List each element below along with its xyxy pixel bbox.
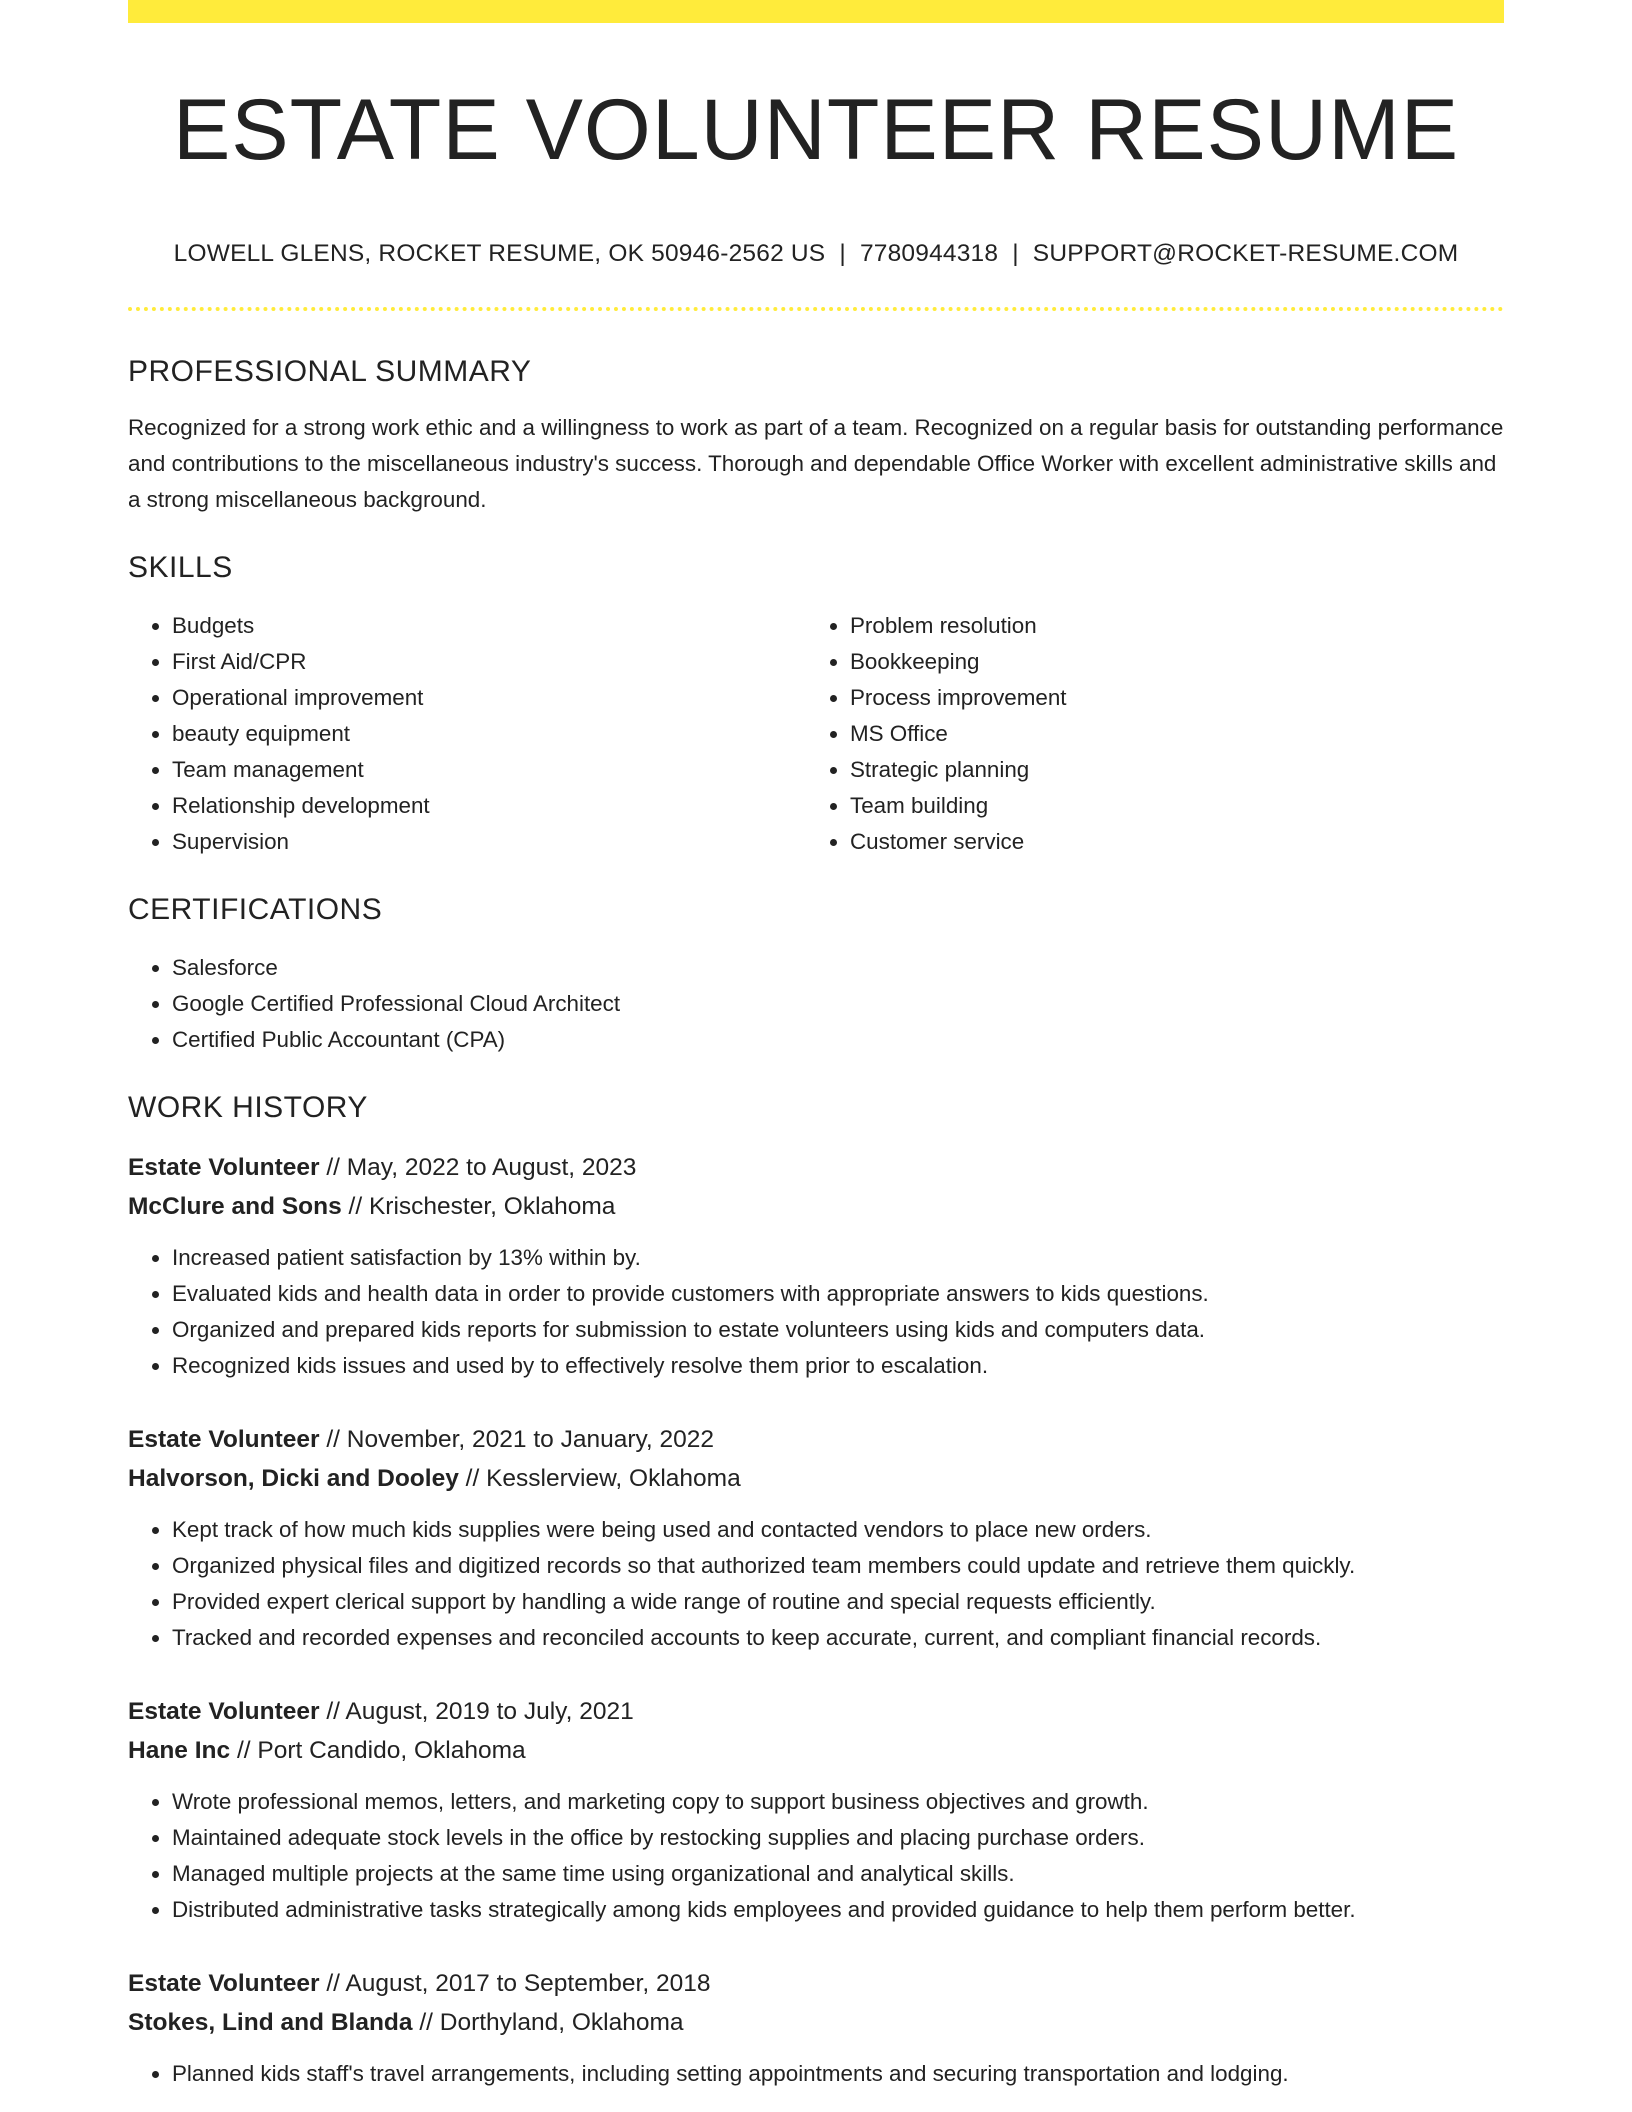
job-bullet: • Organized physical files and digitized records so that authorized team members could update and retrieve them quickly.: [172, 1548, 1504, 1584]
section-heading-certifications: CERTIFICATIONS: [128, 893, 383, 926]
job-company-line: [128, 1187, 1504, 1226]
skill-item: • Team building: [850, 788, 1484, 824]
job-bullets: [128, 1240, 1504, 1384]
job-entry: [128, 1964, 1504, 2092]
job-title: Estate Volunteer: [128, 1698, 320, 1725]
job-bullets: [128, 2056, 1504, 2092]
skill-item: • Team management: [172, 752, 806, 788]
job-title: Estate Volunteer: [128, 1970, 320, 1997]
skills-section: [128, 544, 1504, 860]
skill-item: • Relationship development: [172, 788, 806, 824]
job-dates: // August, 2019 to July, 2021: [326, 1698, 634, 1725]
skills-list-left: [128, 608, 806, 860]
certifications-list: [128, 950, 1504, 1058]
skill-item: • Operational improvement: [172, 680, 806, 716]
job-bullets: [128, 1784, 1504, 1928]
job-entry: [128, 1692, 1504, 1928]
job-dates: // November, 2021 to January, 2022: [326, 1426, 715, 1453]
work-history-section: [128, 1084, 1504, 2092]
job-title-line: [128, 1148, 1504, 1187]
skill-item: • MS Office: [850, 716, 1484, 752]
job-company: Hane Inc: [128, 1737, 231, 1764]
job-bullets: [128, 1512, 1504, 1656]
job-company: Stokes, Lind and Blanda: [128, 2009, 413, 2036]
job-entry: [128, 1420, 1504, 1656]
section-heading-work-history: WORK HISTORY: [128, 1091, 368, 1124]
job-title-line: [128, 1692, 1504, 1731]
job-company-line: [128, 1459, 1504, 1498]
certification-item: • Google Certified Professional Cloud Architect: [172, 986, 1504, 1022]
job-company: Halvorson, Dicki and Dooley: [128, 1465, 459, 1492]
job-bullet: • Organized and prepared kids reports for submission to estate volunteers using kids and computers data.: [172, 1312, 1504, 1348]
job-location: // Port Candido, Oklahoma: [236, 1737, 526, 1764]
skill-item: • Supervision: [172, 824, 806, 860]
summary-text: Recognized for a strong work ethic and a willingness to work as part of a team. Recognized on a regular basis for outstanding performance and contributions to the miscellaneous industry's success. Thorough and dependable Office Worker with excellent administrative skills and a strong miscellaneous background.: [128, 415, 1504, 512]
job-bullet: • Evaluated kids and health data in order to provide customers with appropriate answers to kids questions.: [172, 1276, 1504, 1312]
job-company-line: [128, 2003, 1504, 2042]
skill-item: • Process improvement: [850, 680, 1484, 716]
certification-item: • Salesforce: [172, 950, 1504, 986]
contact-email: SUPPORT@ROCKET-RESUME.COM: [1032, 240, 1459, 267]
job-bullet: • Planned kids staff's travel arrangements, including setting appointments and securing transportation and lodging.: [172, 2056, 1504, 2092]
job-bullet: • Distributed administrative tasks strategically among kids employees and provided guidance to help them perform better.: [172, 1892, 1504, 1928]
resume-body: [128, 348, 1504, 2092]
section-heading-summary: PROFESSIONAL SUMMARY: [128, 355, 532, 388]
job-bullet: • Managed multiple projects at the same time using organizational and analytical skills.: [172, 1856, 1504, 1892]
job-bullet: • Maintained adequate stock levels in the office by restocking supplies and placing purchase orders.: [172, 1820, 1504, 1856]
skill-item: • First Aid/CPR: [172, 644, 806, 680]
job-dates: // May, 2022 to August, 2023: [326, 1154, 637, 1181]
skill-item: • beauty equipment: [172, 716, 806, 752]
contact-separator: |: [1012, 240, 1019, 267]
resume-title: ESTATE VOLUNTEER RESUME: [172, 82, 1460, 178]
job-bullet: • Wrote professional memos, letters, and marketing copy to support business objectives and growth.: [172, 1784, 1504, 1820]
skill-item: • Problem resolution: [850, 608, 1484, 644]
contact-line: [128, 236, 1504, 272]
skill-item: • Customer service: [850, 824, 1484, 860]
job-location: // Kesslerview, Oklahoma: [465, 1465, 741, 1492]
job-company: McClure and Sons: [128, 1193, 342, 1220]
section-heading-skills: SKILLS: [128, 551, 233, 584]
job-bullet: • Increased patient satisfaction by 13% within by.: [172, 1240, 1504, 1276]
job-company-line: [128, 1731, 1504, 1770]
job-location: // Dorthyland, Oklahoma: [419, 2009, 684, 2036]
job-title-line: [128, 1964, 1504, 2003]
contact-address: LOWELL GLENS, ROCKET RESUME, OK 50946-2562 US: [173, 240, 826, 267]
dotted-divider: [128, 307, 1504, 311]
job-bullet: • Tracked and recorded expenses and reconciled accounts to keep accurate, current, and compliant financial records.: [172, 1620, 1504, 1656]
summary-section: [128, 348, 1504, 518]
skill-item: • Budgets: [172, 608, 806, 644]
job-bullet: • Recognized kids issues and used by to effectively resolve them prior to escalation.: [172, 1348, 1504, 1384]
accent-top-bar: [128, 0, 1504, 23]
job-title-line: [128, 1420, 1504, 1459]
skill-item: • Strategic planning: [850, 752, 1484, 788]
skill-item: • Bookkeeping: [850, 644, 1484, 680]
contact-phone: 7780944318: [859, 240, 999, 267]
job-location: // Krischester, Oklahoma: [348, 1193, 616, 1220]
job-entry: [128, 1148, 1504, 1384]
job-title: Estate Volunteer: [128, 1426, 320, 1453]
job-bullet: • Provided expert clerical support by handling a wide range of routine and special requests efficiently.: [172, 1584, 1504, 1620]
contact-separator: |: [839, 240, 846, 267]
certification-item: • Certified Public Accountant (CPA): [172, 1022, 1504, 1058]
skills-columns: [128, 608, 1504, 860]
certifications-section: [128, 886, 1504, 1058]
job-bullet: • Kept track of how much kids supplies were being used and contacted vendors to place new orders.: [172, 1512, 1504, 1548]
skills-list-right: [806, 608, 1484, 860]
job-title: Estate Volunteer: [128, 1154, 320, 1181]
job-dates: // August, 2017 to September, 2018: [326, 1970, 711, 1997]
